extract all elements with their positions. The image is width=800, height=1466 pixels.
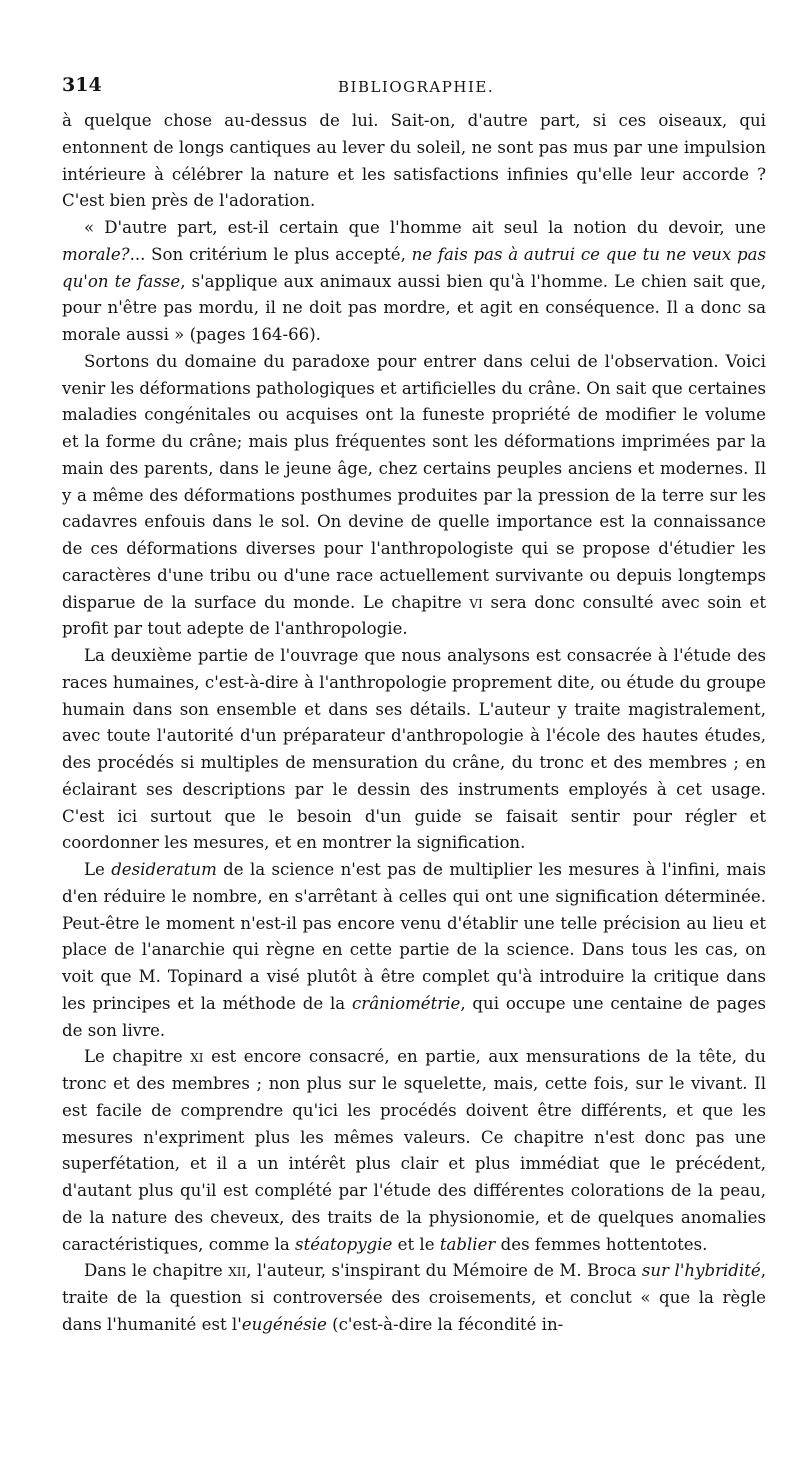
book-page — [62, 74, 766, 1339]
text-segment: de la science n'est pas de multiplier les mesures à l'infini, mais d'en réduire le nombre, en s'arrêtant à celles qui ont une signification déterminée. Peut-être le moment n'est-il pas encore venu d'établir une telle précision au lieu et place de l'anarchie qui règne en cette partie de la science. Dans tous les cas, on voit que M. Topinard a visé plutôt à être complet qu'à introduire la critique dans les principes et la méthode de la — [62, 860, 766, 1013]
text-segment: Sortons du domaine du paradoxe pour entrer dans celui de l'observation. Voici venir les déformations pathologiques et artificielles du crâne. On sait que certaines maladies congénitales ou acquises ont la funeste propriété de modifier le volume et la forme du crâne; mais plus fréquentes sont les déformations imprimées par la main des parents, dans le jeune âge, chez certains peuples anciens et modernes. Il y a même des déformations posthumes produites par la pression de la terre sur les cadavres enfouis dans le sol. On devine de quelle importance est la connaissance de ces déformations diverses pour l'anthropologiste qui se propose d'étudier les caractères d'une tribu ou d'une race actuellement survivante ou depuis longtemps disparue de la surface du monde. Le chapitre — [62, 351, 766, 612]
page-number: 314 — [62, 74, 102, 96]
text-segment: à quelque chose au-dessus de lui. Sait-on, d'autre part, si ces oiseaux, qui entonnent de longs cantiques au lever du soleil, ne sont pas mus par une impulsion intérieure à célébrer la nature et les satisfactions infinies qu'elle leur accorde ? C'est bien près de l'adoration. — [62, 111, 766, 211]
text-segment: sera donc consulté avec soin et profit par tout adepte de l'anthropologie. — [62, 592, 766, 639]
italic-text: ne fais pas à autrui ce que tu ne veux pas qu'on te fasse — [62, 244, 766, 291]
text-segment: des femmes hottentotes. — [495, 1234, 708, 1254]
paragraph — [62, 1044, 766, 1258]
paragraph — [62, 215, 766, 349]
italic-text: tablier — [439, 1234, 496, 1254]
paragraph — [62, 857, 766, 1044]
italic-text: stéatopygie — [295, 1234, 393, 1254]
chapter-numeral: vi — [469, 592, 483, 612]
text-segment: (c'est-à-dire la fécondité in- — [326, 1314, 564, 1334]
body-text — [62, 108, 766, 1339]
chapter-numeral: xi — [190, 1047, 204, 1067]
text-segment: est encore consacré, en partie, aux mensurations de la tête, du tronc et des membres ; non plus sur le squelette, mais, cette fois, sur le vivant. Il est facile de comprendre qu'ici les procédés doivent être différents, et que les mesures n'expriment plus les mêmes valeurs. Ce chapitre n'est donc pas une superfétation, et il a un intérêt plus clair et plus immédiat que le précédent, d'autant plus qu'il est complété par l'étude des différentes colorations de la peau, de la nature des cheveux, des traits de la physionomie, et de quelques anomalies caractéristiques, comme la — [62, 1047, 766, 1254]
text-segment: La deuxième partie de l'ouvrage que nous analysons est consacrée à l'étude des races humaines, c'est-à-dire à l'anthropologie proprement dite, ou étude du groupe humain dans son ensemble et dans ses détails. L'auteur y traite magistralement, avec toute l'autorité d'un préparateur d'anthropologie à l'école des hautes études, des procédés si multiples de mensuration du crâne, du tronc et des membres ; en éclairant ses descriptions par le dessin des instruments employés à cet usage. C'est ici surtout que le besoin d'un guide se faisait sentir pour régler et coordonner les mesures, et en montrer la signification. — [62, 646, 766, 853]
italic-text: sur l'hybridité — [641, 1261, 761, 1281]
text-segment: , s'applique aux animaux aussi bien qu'à l'homme. Le chien sait que, pour n'être pas mordu, il ne doit pas mordre, et agit en conséquence. Il a donc sa morale aussi » (pages 164-66). — [62, 271, 766, 344]
text-segment: et le — [392, 1234, 440, 1254]
running-head — [62, 74, 766, 108]
text-segment: « D'autre part, est-il certain que l'homme ait seul la notion du devoir, une — [84, 218, 766, 237]
text-segment: ... Son critérium le plus accepté, — [129, 244, 412, 264]
italic-text: crâniométrie — [351, 993, 461, 1013]
paragraph — [62, 1258, 766, 1338]
paragraph — [62, 643, 766, 857]
text-segment: Le — [84, 860, 112, 879]
running-title: BIBLIOGRAPHIE. — [338, 78, 495, 96]
text-segment: Dans le chapitre — [84, 1261, 229, 1281]
text-segment: , l'auteur, s'inspirant du Mémoire de M. Broca — [246, 1261, 642, 1281]
text-segment: Le chapitre — [84, 1047, 191, 1067]
text-segment: , traite de la question si controversée des croisements, et conclut « que la règle dans l'humanité est l' — [62, 1261, 767, 1334]
text-segment: , qui occupe une centaine de pages de son livre. — [62, 993, 766, 1040]
paragraph — [62, 349, 766, 643]
italic-text: morale? — [62, 244, 130, 264]
paragraph — [62, 108, 766, 215]
chapter-numeral: xii — [228, 1261, 247, 1281]
italic-text: desideratum — [111, 860, 217, 879]
italic-text: eugénésie — [241, 1314, 327, 1334]
